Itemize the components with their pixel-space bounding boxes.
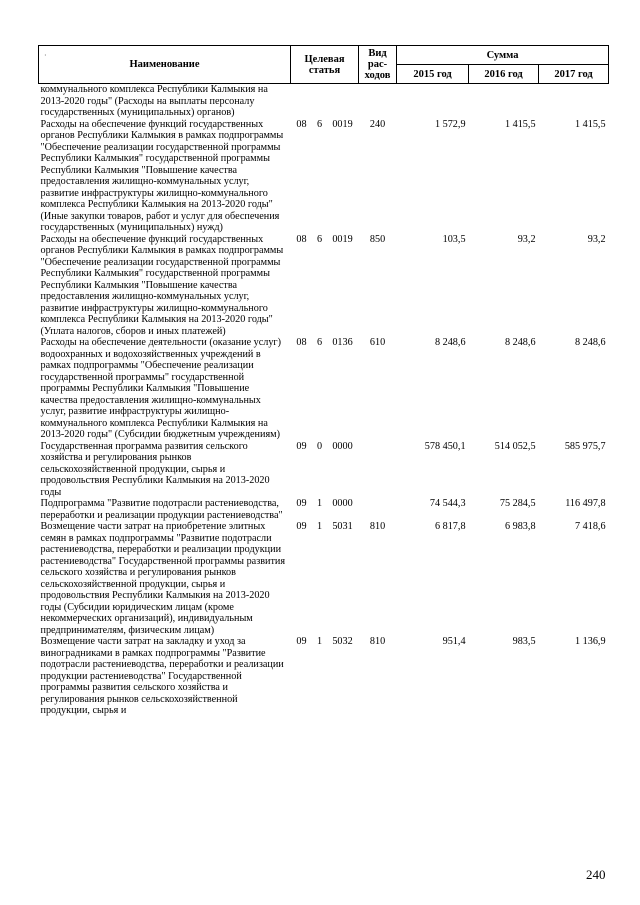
row-sum-2015: 578 450,1 — [424, 440, 466, 452]
row-article-2: 1 — [316, 636, 323, 647]
row-article-1: 09 — [296, 521, 307, 532]
row-sum-2015: 74 544,3 — [429, 498, 466, 509]
table-row — [39, 498, 609, 521]
row-sum-2017: 93,2 — [587, 233, 606, 245]
header-2017: 2017 год — [539, 65, 609, 84]
table-row — [39, 234, 609, 338]
row-name: Возмещение части затрат на закладку и уход за виноградниками в рамках подпрограммы "Развитие подотрасли растениеводства, переработки и реализации продукции растениеводства" Государственной программы развития сельского хозяйства и регулирования рынков сельскохозяйственной продукции, сырья и — [40, 636, 284, 716]
row-article-1: 08 — [296, 118, 307, 130]
row-article-1: 09 — [296, 636, 307, 647]
row-expense-type — [359, 84, 397, 119]
row-sum-2016: 93,2 — [517, 233, 536, 245]
budget-table — [38, 45, 609, 717]
header-sum: Сумма — [397, 46, 609, 65]
table-header — [39, 46, 609, 84]
row-name: Расходы на обеспечение деятельности (оказание услуг) водоохранных и водохозяйственных учреждений в рамках подпрограммы "Обеспечение реализации государственной программы" государственной программы Республики Калмыкия "Повышение качества предоставления жилищно-коммунальных услуг, развитие инфраструктуры жилищно-коммунального комплекса Республики Калмыкия на 2013-2020 годы" (Субсидии бюджетным учреждениям) — [40, 337, 282, 440]
row-sum-2016 — [469, 84, 539, 119]
row-article-2: 6 — [316, 337, 323, 348]
row-sum-2017 — [539, 84, 609, 119]
row-expense-type: 240 — [369, 118, 386, 130]
row-expense-type — [359, 498, 397, 521]
table-row — [39, 521, 609, 636]
row-article-1: 09 — [296, 440, 307, 452]
row-sum-2016: 1 415,5 — [504, 118, 536, 130]
header-2016: 2016 год — [469, 65, 539, 84]
row-article-3: 0136 — [332, 337, 353, 348]
row-sum-2017: 1 136,9 — [575, 636, 606, 647]
row-name: Подпрограмма "Развитие подотрасли растениеводства, переработки и реализации продукции растениеводства" — [40, 498, 283, 521]
row-expense-type: 810 — [369, 521, 386, 532]
row-sum-2017: 8 248,6 — [575, 337, 606, 348]
row-article-1: 08 — [296, 337, 307, 348]
row-name: Государственная программа развития сельского хозяйства и регулирования рынков сельскохозяйственной продукции, сырья и продовольствия Республики Калмыкия на 2013-2020 годы — [40, 440, 270, 498]
row-expense-type: 810 — [369, 636, 386, 647]
row-article-3: 5032 — [332, 636, 353, 647]
row-sum-2017: 1 415,5 — [575, 118, 606, 130]
row-article-1 — [291, 84, 313, 119]
row-expense-type — [359, 441, 397, 499]
header-name: Наименование — [39, 46, 291, 84]
row-article-2: 1 — [316, 521, 323, 532]
row-sum-2016: 75 284,5 — [499, 498, 536, 509]
row-article-3: 0019 — [332, 118, 353, 130]
row-name: коммунального комплекса Республики Калмыкия на 2013-2020 годы" (Расходы на выплаты персоналу государственных (муниципальных) органов) — [40, 84, 268, 118]
row-sum-2016: 6 983,8 — [504, 521, 536, 532]
table-row — [39, 337, 609, 441]
row-sum-2015 — [397, 84, 469, 119]
row-article-2: 1 — [316, 498, 323, 509]
row-sum-2017: 585 975,7 — [564, 440, 606, 452]
row-article-2: 6 — [316, 233, 323, 245]
table-row — [39, 441, 609, 499]
row-expense-type: 850 — [369, 233, 386, 245]
header-target-article: Целевая статья — [291, 46, 359, 84]
row-name: Возмещение части затрат на приобретение элитных семян в рамках подпрограммы "Развитие подотрасли растениеводства, переработки и реализации продукции растениеводства" Государственной программы развития сельского хозяйства и регулирования рынков сельскохозяйственной продукции, сырья и продовольствия Республики Калмыкия на 2013-2020 годы (Субсидии юридическим лицам (кроме некоммерческих организаций), индивидуальным предпринимателям, физическим лицам) — [40, 521, 286, 636]
row-sum-2016: 983,5 — [512, 636, 536, 647]
page-number: 240 — [586, 867, 606, 882]
row-sum-2015: 1 572,9 — [434, 118, 466, 130]
header-expense-type: Вид рас-ходов — [359, 46, 397, 84]
row-name: Расходы на обеспечение функций государственных органов Республики Калмыкия в рамках подпрограммы "Обеспечение реализации государственной программы Республики Калмыкия" государственной программы Республики Калмыкия "Повышение качества предоставления жилищно-коммунальных услуг, развитие инфраструктуры жилищно-коммунального комплекса Республики Калмыкия на 2013-2020 годы" (Уплата налогов, сборов и иных платежей) — [40, 233, 284, 337]
header-2015: 2015 год — [397, 65, 469, 84]
row-sum-2015: 103,5 — [442, 233, 466, 245]
row-article-3: 5031 — [332, 521, 353, 532]
row-name: Расходы на обеспечение функций государственных органов Республики Калмыкия в рамках подпрограммы "Обеспечение реализации государственной программы Республики Калмыкия" государственной программы Республики Калмыкия "Повышение качества предоставления жилищно-коммунальных услуг, развитие инфраструктуры жилищно-коммунального комплекса Республики Калмыкия на 2013-2020 годы" (Иные закупки товаров, работ и услуг для обеспечения государственных (муниципальных) нужд) — [40, 118, 284, 233]
row-article-1: 09 — [296, 498, 307, 509]
row-article-3: 0019 — [332, 233, 353, 245]
row-article-3 — [327, 84, 359, 119]
row-article-3: 0000 — [332, 440, 353, 452]
table-row — [39, 84, 609, 119]
row-expense-type: 610 — [369, 337, 386, 348]
row-sum-2017: 7 418,6 — [575, 521, 606, 532]
row-article-2 — [313, 84, 327, 119]
row-sum-2016: 514 052,5 — [494, 440, 536, 452]
row-sum-2016: 8 248,6 — [504, 337, 536, 348]
row-sum-2017: 116 497,8 — [565, 498, 606, 509]
scan-mark: · — [44, 51, 47, 60]
table-body — [39, 84, 609, 717]
row-article-1: 08 — [296, 233, 307, 245]
row-sum-2015: 951,4 — [442, 636, 466, 647]
row-article-3: 0000 — [332, 498, 353, 509]
table-row — [39, 636, 609, 717]
row-sum-2015: 8 248,6 — [434, 337, 466, 348]
row-article-2: 0 — [316, 440, 323, 452]
row-sum-2015: 6 817,8 — [434, 521, 466, 532]
table-row — [39, 119, 609, 234]
row-article-2: 6 — [316, 118, 323, 130]
budget-page — [38, 45, 608, 717]
